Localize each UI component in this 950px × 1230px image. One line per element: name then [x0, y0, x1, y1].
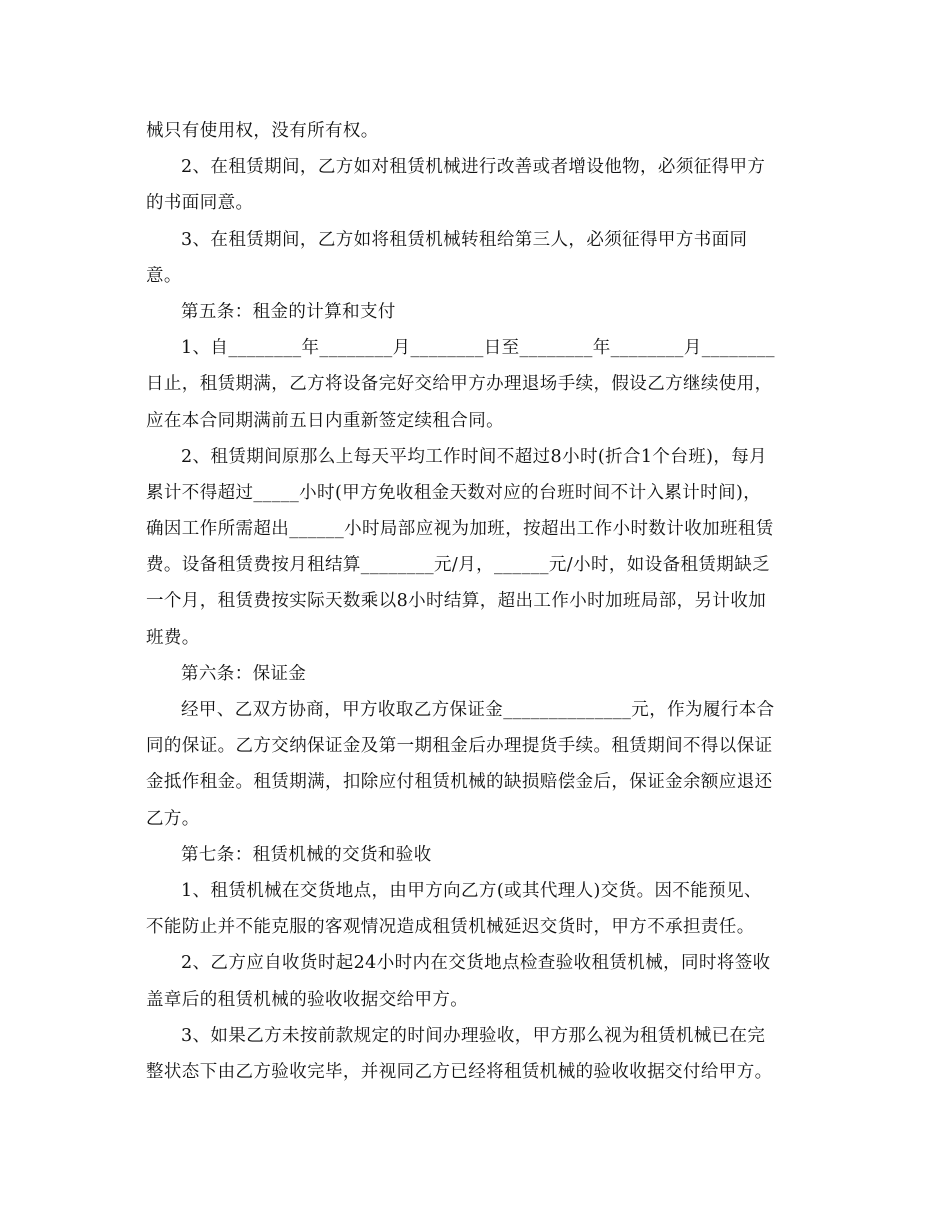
- section-heading: 第六条：保证金: [181, 663, 307, 684]
- text-line: 同的保证。乙方交纳保证金及第一期租金后办理提货手续。租赁期间不得以保证: [146, 736, 773, 757]
- text-line: 日止，租赁期满，乙方将设备完好交给甲方办理退场手续，假设乙方继续使用，: [146, 374, 773, 395]
- section-heading: 第七条：租赁机械的交货和验收: [181, 844, 432, 865]
- text-line: 盖章后的租赁机械的验收收据交给甲方。: [146, 989, 469, 1010]
- text-line: 确因工作所需超出______小时局部应视为加班，按超出工作小时数计收加班租赁: [146, 519, 774, 540]
- text-line: 整状态下由乙方验收完毕，并视同乙方已经将租赁机械的验收收据交付给甲方。: [146, 1061, 773, 1082]
- text-line: 2、在租赁期间，乙方如对租赁机械进行改善或者增设他物，必须征得甲方: [181, 157, 766, 178]
- text-line: 1、自________年________月________日至________年________月________: [181, 338, 775, 359]
- text-line: 费。设备租赁费按月租结算________元/月，______元/小时，如设备租赁期缺乏: [146, 555, 770, 576]
- text-line: 3、如果乙方未按前款规定的时间办理验收，甲方那么视为租赁机械已在完: [181, 1025, 766, 1046]
- text-line: 应在本合同期满前五日内重新签定续租合同。: [146, 410, 504, 431]
- document-page: [146, 113, 812, 1090]
- text-line: 意。: [146, 265, 182, 286]
- text-line: 1、租赁机械在交货地点，由甲方向乙方(或其代理人)交货。因不能预见、: [181, 880, 762, 901]
- text-line: 2、乙方应自收货时起24小时内在交货地点检查验收租赁机械，同时将签收: [181, 953, 771, 974]
- text-line: 金抵作租金。租赁期满，扣除应付租赁机械的缺损赔偿金后，保证金余额应退还: [146, 772, 773, 793]
- text-line: 2、租赁期间原那么上每天平均工作时间不超过8小时(折合1个台班)，每月: [181, 446, 768, 467]
- text-line: 乙方。: [146, 808, 200, 829]
- text-line: 不能防止并不能克服的客观情况造成租赁机械延迟交货时，甲方不承担责任。: [146, 917, 755, 938]
- text-line: 的书面同意。: [146, 193, 254, 214]
- text-line: 3、在租赁期间，乙方如将租赁机械转租给第三人，必须征得甲方书面同: [181, 229, 748, 250]
- text-line: 械只有使用权，没有所有权。: [146, 121, 379, 141]
- text-line: 一个月，租赁费按实际天数乘以8小时结算，超出工作小时加班局部，另计收加: [146, 591, 767, 612]
- text-line: 累计不得超过_____小时(甲方免收租金天数对应的台班时间不计入累计时间)，: [146, 482, 762, 503]
- section-heading: 第五条：租金的计算和支付: [181, 301, 396, 322]
- text-line: 班费。: [146, 627, 200, 648]
- text-line: 经甲、乙双方协商，甲方收取乙方保证金______________元，作为履行本合: [181, 700, 775, 720]
